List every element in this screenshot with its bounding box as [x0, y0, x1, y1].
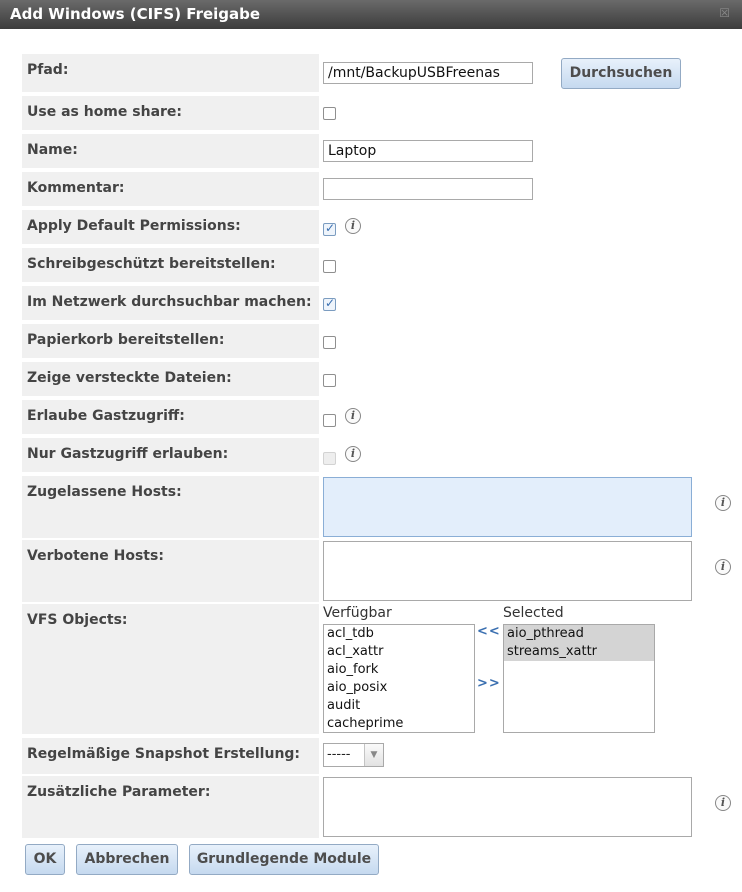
vfs-selected-label: Selected	[503, 605, 564, 621]
dialog-title: Add Windows (CIFS) Freigabe	[10, 5, 261, 23]
dialog-titlebar	[0, 0, 742, 29]
list-item[interactable]: aio_fork	[327, 662, 379, 677]
list-item[interactable]: aio_posix	[327, 680, 388, 695]
list-item[interactable]: acl_tdb	[327, 626, 374, 641]
hosts-allow-label: Zugelassene Hosts:	[22, 476, 319, 538]
snapshot-select-value: -----	[327, 747, 351, 762]
guest-access-row	[22, 400, 702, 434]
recycle-bin-checkbox[interactable]	[323, 336, 336, 349]
guest-access-label: Erlaube Gastzugriff:	[22, 400, 319, 434]
remove-vfs-button[interactable]: <<	[477, 624, 501, 639]
info-icon[interactable]: i	[715, 795, 731, 811]
browsable-row	[22, 286, 702, 320]
list-item[interactable]: audit	[327, 698, 361, 713]
home-share-label: Use as home share:	[22, 96, 319, 130]
hosts-allow-row	[22, 476, 702, 538]
home-share-checkbox[interactable]	[323, 107, 336, 120]
name-label: Name:	[22, 134, 319, 168]
recycle-bin-row	[22, 324, 702, 358]
aux-params-textarea[interactable]	[323, 777, 692, 837]
chevron-down-icon[interactable]: ▼	[364, 744, 383, 766]
name-input[interactable]: Laptop	[323, 140, 533, 162]
home-share-row	[22, 96, 702, 130]
default-permissions-checkbox[interactable]	[323, 223, 336, 236]
info-icon[interactable]: i	[345, 408, 361, 424]
aux-params-row	[22, 776, 702, 838]
comment-input[interactable]	[323, 178, 533, 200]
cancel-button[interactable]: Abbrechen	[76, 844, 178, 875]
list-item[interactable]: cacheprime	[327, 716, 404, 731]
list-item[interactable]: aio_pthread	[504, 625, 654, 643]
show-hidden-checkbox[interactable]	[323, 374, 336, 387]
comment-label: Kommentar:	[22, 172, 319, 206]
default-permissions-row	[22, 210, 702, 244]
vfs-row	[22, 604, 702, 734]
info-icon[interactable]: i	[345, 446, 361, 462]
browsable-checkbox[interactable]	[323, 298, 336, 311]
default-permissions-label: Apply Default Permissions:	[22, 210, 319, 244]
guest-only-label: Nur Gastzugriff erlauben:	[22, 438, 319, 472]
vfs-available-label: Verfügbar	[323, 605, 392, 621]
close-icon[interactable]: ☒	[719, 6, 730, 20]
list-item[interactable]: streams_xattr	[504, 643, 654, 661]
hosts-allow-textarea[interactable]	[323, 477, 692, 537]
snapshot-row	[22, 738, 702, 774]
ok-button[interactable]: OK	[25, 844, 65, 875]
vfs-available-list[interactable]	[323, 624, 475, 733]
hosts-deny-label: Verbotene Hosts:	[22, 540, 319, 602]
recycle-bin-label: Papierkorb bereitstellen:	[22, 324, 319, 358]
info-icon[interactable]: i	[715, 559, 731, 575]
show-hidden-label: Zeige versteckte Dateien:	[22, 362, 319, 396]
list-item[interactable]: acl_xattr	[327, 644, 384, 659]
info-icon[interactable]: i	[345, 218, 361, 234]
aux-params-label: Zusätzliche Parameter:	[22, 776, 319, 838]
browse-button[interactable]: Durchsuchen	[561, 58, 681, 89]
hosts-deny-textarea[interactable]	[323, 541, 692, 601]
guest-access-checkbox[interactable]	[323, 414, 336, 427]
read-only-label: Schreibgeschützt bereitstellen:	[22, 248, 319, 282]
comment-row	[22, 172, 702, 206]
path-row	[22, 54, 702, 92]
browsable-label: Im Netzwerk durchsuchbar machen:	[22, 286, 319, 320]
path-label: Pfad:	[22, 54, 319, 92]
vfs-selected-list[interactable]	[503, 624, 655, 733]
guest-only-row	[22, 438, 702, 472]
path-input[interactable]: /mnt/BackupUSBFreenas	[323, 62, 533, 84]
vfs-label: VFS Objects:	[22, 604, 319, 734]
snapshot-label: Regelmäßige Snapshot Erstellung:	[22, 738, 319, 774]
read-only-checkbox[interactable]	[323, 260, 336, 273]
add-vfs-button[interactable]: >>	[477, 676, 501, 691]
info-icon[interactable]: i	[715, 495, 731, 511]
show-hidden-row	[22, 362, 702, 396]
read-only-row	[22, 248, 702, 282]
basic-mode-button[interactable]: Grundlegende Module	[189, 844, 379, 875]
snapshot-select[interactable]	[323, 743, 384, 767]
guest-only-checkbox[interactable]	[323, 452, 336, 465]
hosts-deny-row	[22, 540, 702, 602]
name-row	[22, 134, 702, 168]
